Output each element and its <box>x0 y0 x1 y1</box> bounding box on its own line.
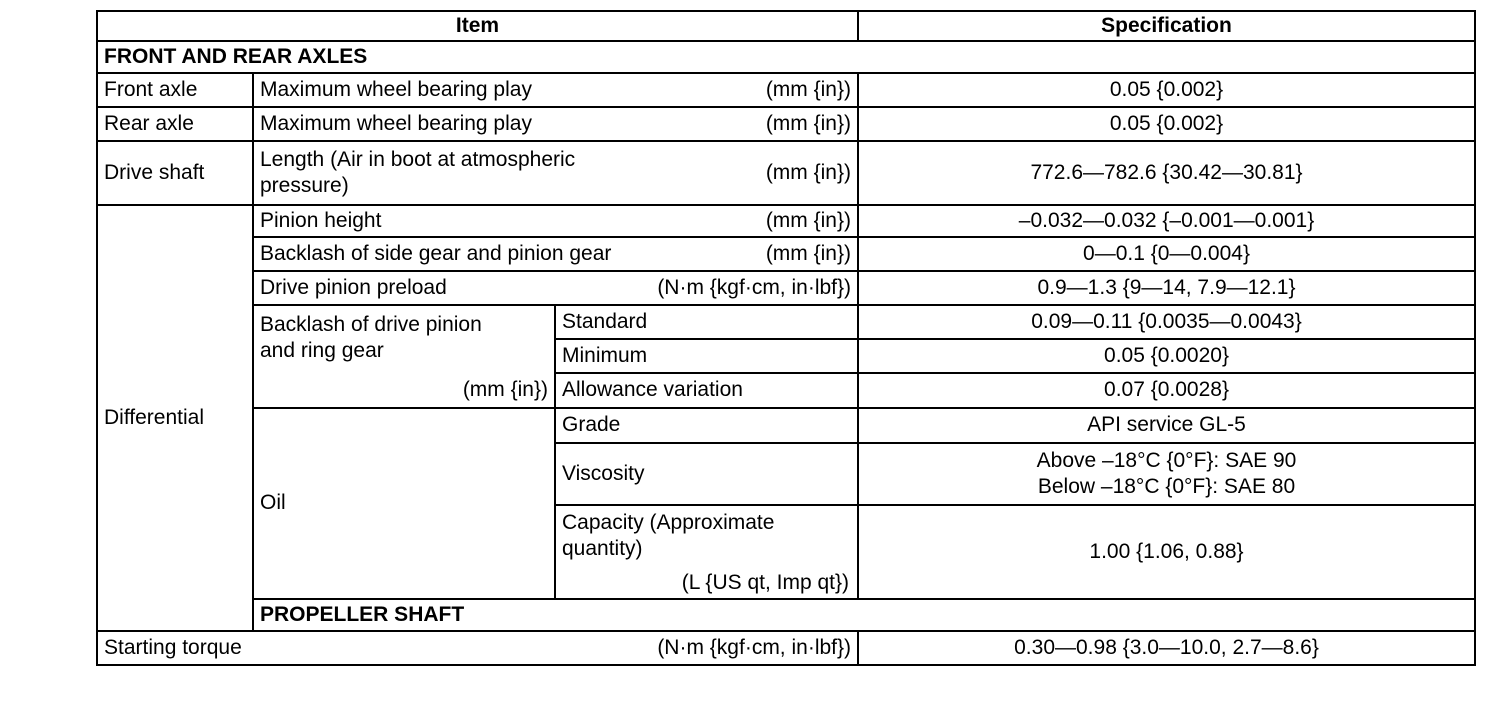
item-label-line2: pressure) <box>260 174 349 197</box>
header-row <box>97 11 1475 41</box>
item-cell-ring-gear-backlash <box>253 305 555 408</box>
specification-table <box>96 10 1476 666</box>
item-cell-oil: Oil <box>253 408 555 599</box>
group-differential: Differential <box>97 205 253 631</box>
unit-label: (mm {in}) <box>765 208 851 232</box>
spec-value: 1.00 {1.06, 0.88} <box>858 505 1475 599</box>
unit-label: (N·m {kgf·cm, in·lbf}) <box>657 635 851 659</box>
unit-label: (L {US qt, Imp qt}) <box>681 570 849 594</box>
table-row <box>97 408 1475 443</box>
item-label: Starting torque <box>104 635 242 659</box>
section-row <box>97 599 1475 631</box>
table-row <box>97 141 1475 205</box>
item-cell <box>253 141 858 205</box>
sub-item-label: Minimum <box>555 339 858 373</box>
group-front-axle: Front axle <box>97 73 253 107</box>
item-label: Drive pinion preload <box>260 275 447 299</box>
section-propeller-shaft: PROPELLER SHAFT <box>253 599 1475 631</box>
spec-value: 0.05 {0.0020} <box>858 339 1475 373</box>
item-cell <box>253 237 858 271</box>
spec-value: 0.05 {0.002} <box>858 107 1475 141</box>
spec-value: 0.30—0.98 {3.0—10.0, 2.7—8.6} <box>858 631 1475 665</box>
table-row <box>97 73 1475 107</box>
spec-value: 0.07 {0.0028} <box>858 373 1475 408</box>
item-cell <box>97 631 858 665</box>
spec-value: 0.05 {0.002} <box>858 73 1475 107</box>
group-rear-axle: Rear axle <box>97 107 253 141</box>
item-label: Pinion height <box>260 208 382 232</box>
sub-item-label-line1: Capacity (Approximate <box>562 511 775 534</box>
table-row <box>97 305 1475 339</box>
sub-item-label: Viscosity <box>555 443 858 505</box>
spec-value: –0.032—0.032 {–0.001—0.001} <box>858 205 1475 237</box>
group-drive-shaft: Drive shaft <box>97 141 253 205</box>
header-specification: Specification <box>858 11 1475 41</box>
item-label: Maximum wheel bearing play <box>260 77 532 101</box>
table-row <box>97 107 1475 141</box>
sub-item-label-line2: quantity) <box>562 537 643 561</box>
unit-label: (mm {in}) <box>765 111 851 135</box>
spec-value-line1: Above –18°C {0°F}: SAE 90 <box>1036 448 1297 472</box>
sub-item-label: Grade <box>555 408 858 443</box>
spec-value: 0—0.1 {0—0.004} <box>858 237 1475 271</box>
spec-value: 0.9—1.3 {9—14, 7.9—12.1} <box>858 271 1475 305</box>
table-row <box>97 271 1475 305</box>
item-label: Maximum wheel bearing play <box>260 111 532 135</box>
spec-value: API service GL-5 <box>858 408 1475 443</box>
section-row <box>97 41 1475 73</box>
sub-item-label: Allowance variation <box>555 373 858 408</box>
item-label-line1: Backlash of drive pinion <box>260 313 482 336</box>
table-row <box>97 237 1475 271</box>
item-label: Backlash of side gear and pinion gear <box>260 241 612 265</box>
unit-label: (mm {in}) <box>462 377 548 401</box>
unit-label: (N·m {kgf·cm, in·lbf}) <box>657 275 851 299</box>
item-cell <box>253 107 858 141</box>
unit-label: (mm {in}) <box>765 160 851 184</box>
item-cell <box>253 205 858 237</box>
spec-value: 772.6—782.6 {30.42—30.81} <box>858 141 1475 205</box>
section-front-rear-axles: FRONT AND REAR AXLES <box>97 41 1475 73</box>
sub-item-label: Standard <box>555 305 858 339</box>
item-cell <box>253 271 858 305</box>
unit-label: (mm {in}) <box>765 77 851 101</box>
item-label-line2: and ring gear <box>260 339 384 363</box>
table-row <box>97 631 1475 665</box>
item-label <box>260 312 482 365</box>
table-row <box>97 205 1475 237</box>
header-item: Item <box>97 11 858 41</box>
item-cell <box>253 73 858 107</box>
capacity-label <box>562 510 774 563</box>
spec-value: 0.09—0.11 {0.0035—0.0043} <box>858 305 1475 339</box>
item-label-line1: Length (Air in boot at atmospheric <box>260 147 576 171</box>
unit-label: (mm {in}) <box>765 241 851 265</box>
sub-item-label <box>555 505 858 599</box>
item-label <box>260 147 575 200</box>
spec-value <box>858 443 1475 505</box>
spec-value-line2: Below –18°C {0°F}: SAE 80 <box>1037 475 1296 498</box>
